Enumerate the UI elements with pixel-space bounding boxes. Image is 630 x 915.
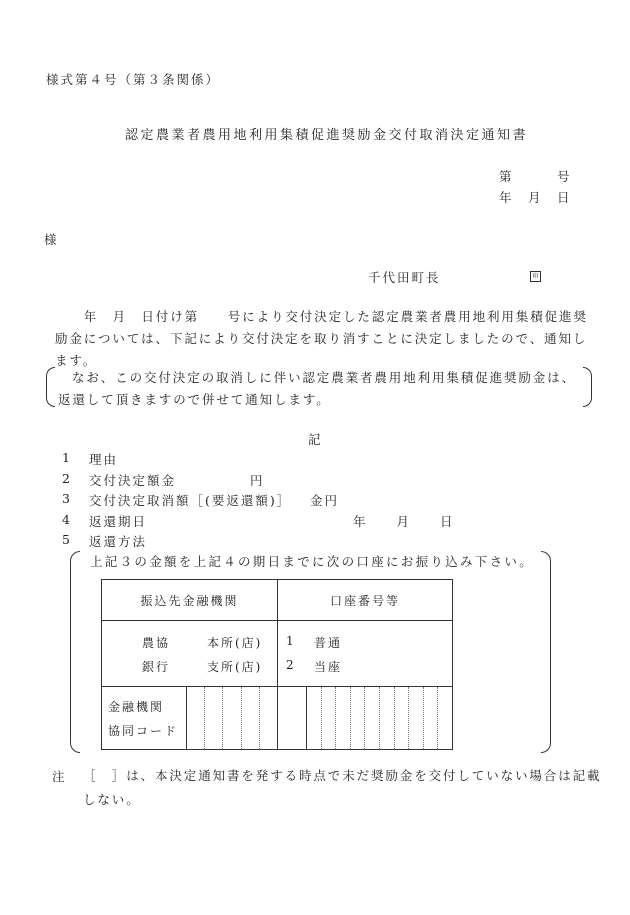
- header-account: 口座番号等: [278, 580, 453, 621]
- document-date: 年 月 日: [499, 190, 572, 205]
- document-number: 第 号: [499, 169, 572, 184]
- acct-num-2: 2: [286, 658, 296, 672]
- code-input-cells: [187, 687, 278, 750]
- note-prefix: 注: [52, 769, 67, 784]
- bank-honsho: 本所(店): [207, 636, 263, 650]
- ki-heading: 記: [308, 432, 323, 447]
- bank-nokyo: 農協: [142, 636, 171, 650]
- body-paragraph: 年 月 日付け第 号により交付決定した認定農業者農用地利用集積促進奨励金については、下記により交付決定を取り消すことに決定しましたので、通知します。: [55, 309, 588, 368]
- code-label-2: 協同コード: [108, 724, 179, 738]
- item-2-suffix: 円: [250, 473, 265, 488]
- acct-toza: 当座: [314, 660, 343, 674]
- item-1-num: 1: [62, 450, 72, 465]
- note-text: ［ ］は、本決定通知書を発する時点で未だ奨励金を交付していない場合は記載しない。: [83, 768, 602, 807]
- item-4-suffix: 年 月 日: [353, 514, 455, 529]
- account-type-cell: [278, 621, 453, 687]
- form-number: 様式第４号（第３条関係）: [46, 72, 221, 87]
- seal-mark: 印: [530, 271, 541, 282]
- document-title: 認定農業者農用地利用集積促進奨励金交付取消決定通知書: [125, 128, 529, 143]
- issuer: 千代田町長: [368, 270, 441, 285]
- code-label-cell: [102, 687, 187, 750]
- transfer-bracket-right: [541, 551, 551, 753]
- code-label-1: 金融機関: [108, 700, 165, 714]
- item-4-label: 返還期日: [89, 514, 148, 529]
- item-1-label: 理由: [89, 452, 119, 467]
- acct-futsu: 普通: [314, 636, 343, 650]
- transfer-instruction: 上記３の金額を上記４の期日までに次の口座にお振り込み下さい。: [90, 554, 535, 569]
- bank-ginko: 銀行: [142, 660, 171, 674]
- item-3-num: 3: [62, 491, 72, 506]
- item-5-num: 5: [62, 532, 72, 547]
- header-bank: 振込先金融機関: [102, 580, 278, 621]
- bracket-left: [46, 367, 55, 407]
- item-3-suffix: 金円: [310, 493, 340, 508]
- bracket-paragraph: なお、この交付決定の取消しに伴い認定農業者農用地利用集積促進奨励金は、返還して頂きますので併せて通知します。: [58, 370, 577, 407]
- item-2-num: 2: [62, 471, 72, 486]
- transfer-bracket-left: [70, 551, 80, 753]
- item-2-label: 交付決定額金: [89, 473, 177, 488]
- item-5-label: 返還方法: [89, 534, 148, 549]
- bank-type-cell: [102, 621, 278, 687]
- bank-shisho: 支所(店): [207, 660, 263, 674]
- item-3-label: 交付決定取消額［(要返還額)］: [89, 493, 292, 508]
- account-blank-cell: [278, 687, 307, 750]
- acct-num-1: 1: [286, 634, 296, 648]
- bank-account-table: [101, 579, 453, 750]
- account-number-cells: [307, 687, 453, 750]
- item-4-num: 4: [62, 512, 72, 527]
- recipient: 様: [44, 232, 59, 247]
